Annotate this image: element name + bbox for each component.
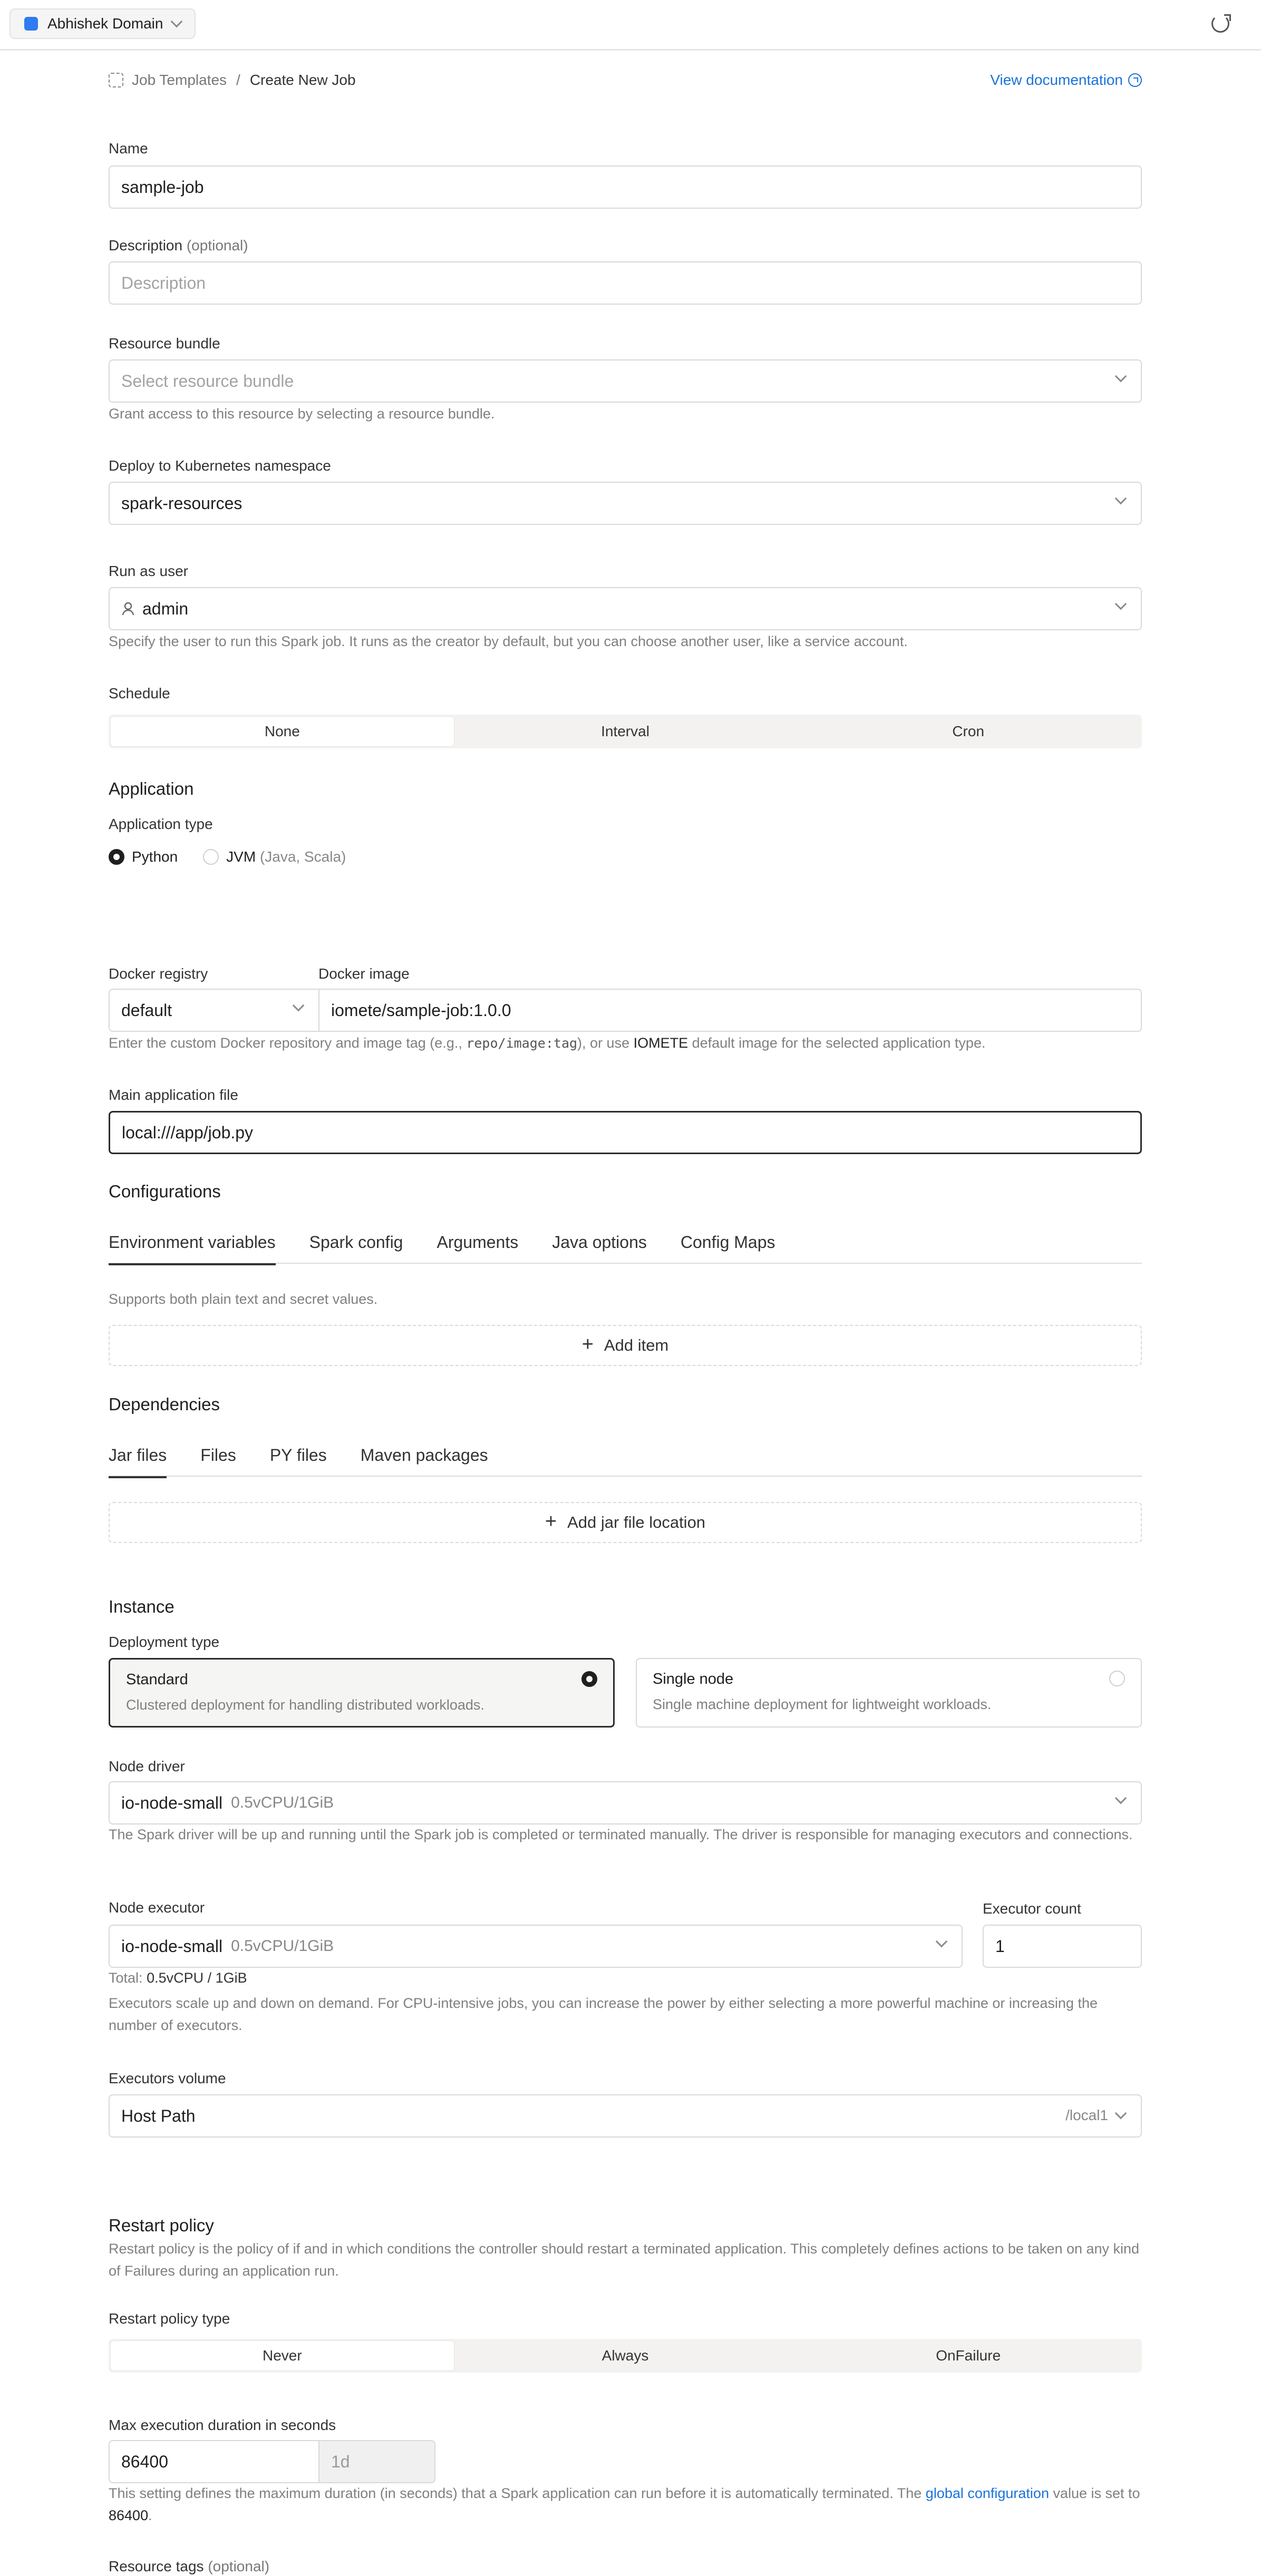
- node-executor-help: Executors scale up and down on demand. For CPU-intensive jobs, you can increase the power by either selecting a more powerful machine or increasing the number of executors.: [109, 1995, 1098, 2033]
- jvm-label-text: JVM: [226, 848, 256, 865]
- tab-maven-packages[interactable]: Maven packages: [360, 1445, 488, 1465]
- run-as-select[interactable]: [109, 587, 1142, 630]
- namespace-label: Deploy to Kubernetes namespace: [109, 457, 331, 474]
- chevron-down-icon: [1115, 370, 1127, 383]
- node-driver-value: io-node-small: [121, 1793, 223, 1812]
- jvm-note: (Java, Scala): [259, 848, 346, 865]
- breadcrumb-current: Create New Job: [249, 72, 356, 88]
- restart-option-never[interactable]: Never: [111, 2341, 454, 2370]
- main-file-label: Main application file: [109, 1087, 238, 1103]
- chevron-down-icon: [1115, 1792, 1127, 1804]
- max-duration-input[interactable]: 86400: [109, 2440, 319, 2483]
- python-label[interactable]: Python: [132, 848, 178, 865]
- job-templates-icon: [109, 73, 123, 87]
- resource-bundle-placeholder: Select resource bundle: [121, 371, 294, 391]
- standard-radio[interactable]: [581, 1671, 597, 1687]
- domain-name: Abhishek Domain: [47, 15, 163, 32]
- name-input[interactable]: sample-job: [109, 165, 1142, 209]
- single-node-radio[interactable]: [1109, 1671, 1125, 1686]
- add-item-label: Add item: [604, 1336, 669, 1354]
- plus-icon: +: [545, 1510, 557, 1533]
- resource-tags-label: [109, 2557, 269, 2576]
- standard-title: Standard: [126, 1671, 188, 1688]
- domain-selector[interactable]: [9, 8, 196, 39]
- restart-option-onfailure[interactable]: OnFailure: [936, 2347, 1001, 2364]
- application-type-radios: [109, 848, 346, 865]
- description-label-text: Description: [109, 237, 183, 253]
- resource-bundle-select[interactable]: [109, 359, 1142, 403]
- run-as-value: admin: [142, 599, 189, 618]
- domain-color-icon: [24, 17, 38, 31]
- refresh-icon[interactable]: [1211, 15, 1229, 33]
- description-label: [109, 236, 248, 255]
- node-executor-select[interactable]: [109, 1925, 963, 1968]
- executor-total: [109, 1967, 247, 1989]
- view-documentation-link[interactable]: [990, 69, 1142, 92]
- tab-jar-files[interactable]: Jar files: [109, 1433, 167, 1477]
- total-value: 0.5vCPU / 1GiB: [147, 1970, 247, 1986]
- top-bar: [0, 0, 1261, 51]
- docker-registry-label: Docker registry: [109, 965, 208, 982]
- total-label: Total:: [109, 1970, 143, 1986]
- schedule-label: Schedule: [109, 685, 170, 701]
- executor-count-input[interactable]: 1: [983, 1925, 1142, 1968]
- user-icon: [121, 601, 135, 616]
- add-jar-file-button[interactable]: [109, 1502, 1142, 1543]
- node-executor-spec: 0.5vCPU/1GiB: [231, 1937, 334, 1955]
- restart-policy-heading: Restart policy: [109, 2216, 214, 2235]
- schedule-option-interval[interactable]: Interval: [601, 723, 649, 739]
- add-item-button[interactable]: [109, 1325, 1142, 1366]
- view-documentation-label: View documentation: [990, 72, 1123, 88]
- breadcrumb-separator: /: [236, 72, 240, 88]
- chevron-down-icon: [1115, 493, 1127, 505]
- dependencies-heading: Dependencies: [109, 1394, 220, 1414]
- deployment-type-label: Deployment type: [109, 1634, 220, 1650]
- chevron-down-icon: [293, 1000, 305, 1012]
- instance-heading: Instance: [109, 1597, 174, 1616]
- resource-tags-label-text: Resource tags: [109, 2558, 204, 2574]
- configurations-heading: Configurations: [109, 1182, 221, 1201]
- jvm-label[interactable]: [226, 848, 346, 865]
- tab-java-options[interactable]: Java options: [552, 1232, 647, 1252]
- node-driver-label: Node driver: [109, 1758, 185, 1774]
- node-driver-select[interactable]: [109, 1781, 1142, 1824]
- application-heading: Application: [109, 779, 194, 798]
- run-as-label: Run as user: [109, 563, 188, 579]
- volume-path-text: /local1: [1065, 2107, 1108, 2123]
- restart-policy-segmented: [109, 2339, 1142, 2373]
- executor-count-label: Executor count: [983, 1900, 1081, 1917]
- node-executor-label: Node executor: [109, 1899, 205, 1916]
- application-type-label: Application type: [109, 816, 213, 832]
- add-jar-file-label: Add jar file location: [567, 1513, 706, 1531]
- max-duration-help: This setting defines the maximum duration (in seconds) that a Spark application can run before it is automatically terminated. The global configuration value is set to 86400.: [109, 2485, 1140, 2523]
- external-link-icon: [1128, 73, 1142, 87]
- chevron-down-icon: [936, 1936, 948, 1948]
- dependencies-tabs: [109, 1433, 1142, 1477]
- executors-volume-label: Executors volume: [109, 2070, 226, 2086]
- restart-option-always[interactable]: Always: [602, 2347, 649, 2364]
- node-driver-help: The Spark driver will be up and running until the Spark job is completed or terminated manually. The driver is responsible for managing executors and connections.: [109, 1827, 1133, 1842]
- executors-volume-select[interactable]: [109, 2094, 1142, 2138]
- restart-policy-type-label: Restart policy type: [109, 2310, 230, 2327]
- breadcrumb-parent[interactable]: Job Templates: [132, 72, 227, 88]
- name-label: Name: [109, 140, 148, 157]
- schedule-option-none[interactable]: None: [111, 717, 454, 746]
- resource-bundle-help: Grant access to this resource by selecting a resource bundle.: [109, 406, 495, 422]
- single-node-desc: Single machine deployment for lightweight workloads.: [653, 1696, 992, 1712]
- max-duration-unit: 1d: [318, 2440, 435, 2483]
- namespace-select[interactable]: [109, 482, 1142, 525]
- executors-volume-value: Host Path: [121, 2106, 196, 2125]
- optional-tag: (optional): [186, 237, 248, 253]
- tab-arguments[interactable]: Arguments: [436, 1232, 519, 1252]
- schedule-option-cron[interactable]: Cron: [952, 723, 985, 739]
- deployment-single-node-card[interactable]: [636, 1658, 1142, 1728]
- description-input[interactable]: Description: [109, 261, 1142, 305]
- chevron-down-icon: [1115, 598, 1127, 610]
- docker-image-help: Enter the custom Docker repository and image tag (e.g., repo/image:tag), or use IOMETE default image for the selected application type.: [109, 1035, 986, 1051]
- tab-environment-variables[interactable]: Environment variables: [109, 1221, 276, 1264]
- tab-files[interactable]: Files: [200, 1445, 236, 1465]
- restart-policy-help: Restart policy is the policy of if and in which conditions the controller should restart a terminated application. This completely defines actions to be taken on any kind of Failures during an application run.: [109, 2241, 1140, 2279]
- single-node-title: Single node: [653, 1671, 734, 1687]
- deployment-type-cards: [109, 1658, 1142, 1728]
- schedule-segmented: [109, 715, 1142, 748]
- namespace-value: spark-resources: [121, 493, 242, 513]
- jvm-radio[interactable]: [203, 849, 219, 865]
- main-file-input[interactable]: local:///app/job.py: [109, 1111, 1142, 1154]
- docker-image-label: Docker image: [318, 965, 410, 982]
- configurations-help: Supports both plain text and secret values.: [109, 1291, 378, 1307]
- docker-image-input[interactable]: iomete/sample-job:1.0.0: [318, 989, 1142, 1032]
- run-as-help: Specify the user to run this Spark job. It runs as the creator by default, but you can choose another user, like a service account.: [109, 633, 908, 649]
- node-executor-value: io-node-small: [121, 1936, 223, 1956]
- chevron-down-icon: [171, 16, 183, 28]
- resource-bundle-label: Resource bundle: [109, 335, 220, 352]
- configurations-tabs: [109, 1221, 1142, 1264]
- tab-py-files[interactable]: PY files: [269, 1445, 327, 1465]
- optional-tag: (optional): [208, 2558, 270, 2574]
- max-duration-label: Max execution duration in seconds: [109, 2417, 336, 2433]
- tab-spark-config[interactable]: Spark config: [309, 1232, 403, 1252]
- deployment-standard-card[interactable]: [109, 1658, 615, 1728]
- chevron-down-icon: [1115, 2107, 1127, 2120]
- python-radio[interactable]: [109, 849, 124, 865]
- docker-registry-value: default: [121, 1000, 172, 1020]
- plus-icon: +: [581, 1333, 594, 1355]
- breadcrumb: [109, 69, 356, 92]
- tab-config-maps[interactable]: Config Maps: [680, 1232, 775, 1252]
- global-configuration-link[interactable]: global configuration: [925, 2485, 1049, 2501]
- volume-path: [1065, 2107, 1125, 2124]
- standard-desc: Clustered deployment for handling distributed workloads.: [126, 1697, 484, 1713]
- docker-registry-select[interactable]: [109, 989, 319, 1032]
- node-driver-spec: 0.5vCPU/1GiB: [231, 1794, 334, 1811]
